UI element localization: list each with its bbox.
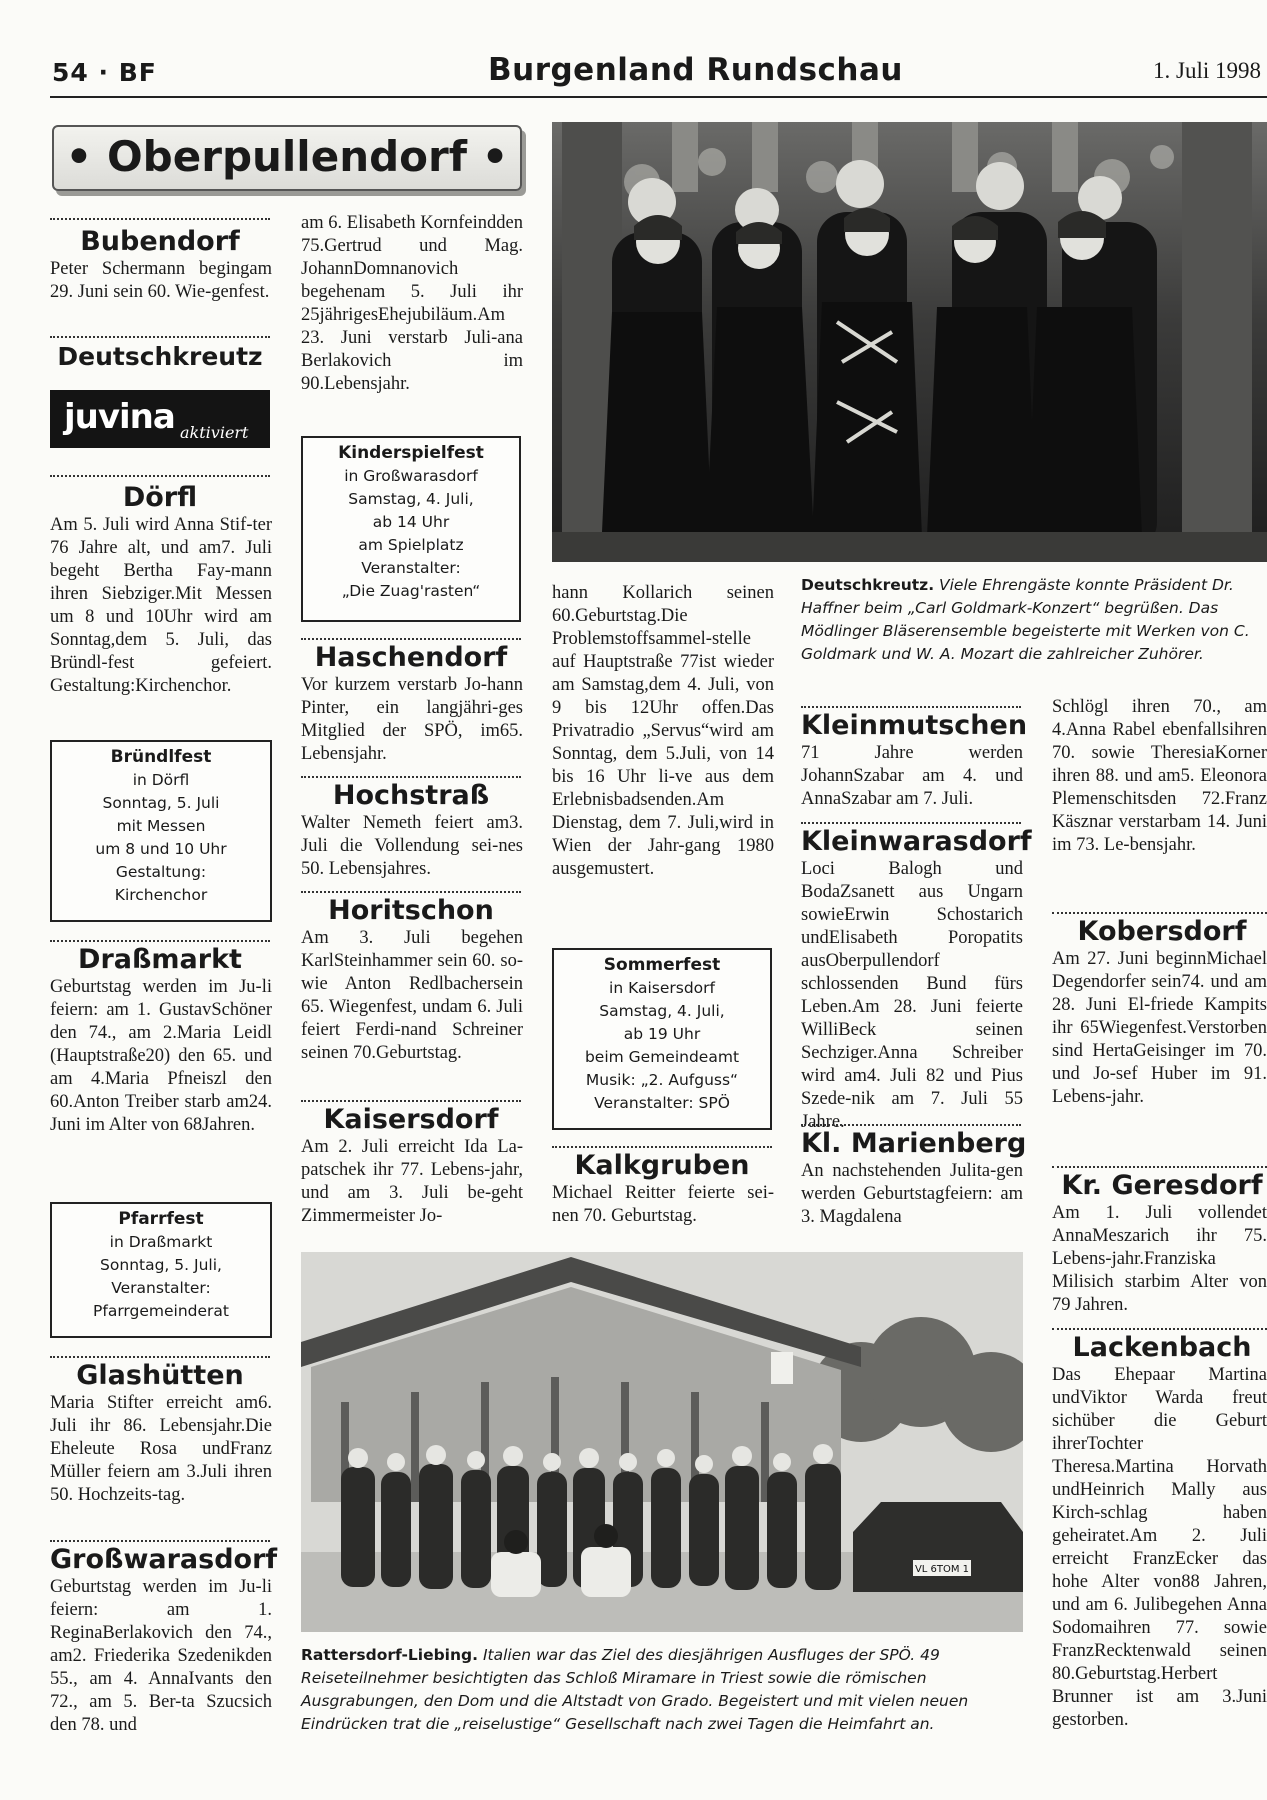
divider [301,776,521,778]
text-kalkgruben: Michael Reitter feierte sei-nen 70. Geburtstag. [552,1183,774,1226]
heading-drassmarkt: Draßmarkt [78,944,242,975]
heading-kr-geresdorf: Kr. Geresdorf [1061,1170,1263,1201]
heading-kl-marienberg: Kl. Marienberg [801,1128,1027,1159]
divider [50,475,270,477]
text-horitschon: Am 3. Juli begehen KarlSteinhammer sein 60. so-wie Anton Redlbachersein 65. Wiegenfest, undam 6. Juli feiert Ferdi-nand Schreiner seinen 70.Geburtstag. [301,928,523,1063]
svg-text:juvina: juvina [64,397,175,437]
text-kaisersdorf-cont: hann Kollarich seinen 60.Geburtstag.Die Problemstoffsammel-stelle auf Hauptstraße 77ist wieder am Samstag,dem 4. Juli, von 9 bis 12Uhr offen.Das Privatradio „Servus“wird am Sonntag, dem 5.Juli, von 14 bis 16 Uhr li-ve aus dem Erlebnisbadsenden.Am Dienstag, dem 7. Juli,wird in Wien der Jahr-gang 1980 ausgemustert. [552,583,774,879]
text-glashuetten: Maria Stifter erreicht am6. Juli ihr 86. Lebensjahr.Die Eheleute Rosa undFranz Müller feiern am 3.Juli ihren 50. Hochzeits-tag. [50,1393,272,1505]
text-lackenbach: Das Ehepaar Martina undViktor Warda freut sichüber die Geburt ihrerTochter Theresa.Martina Horvath undHeinrich Mally aus Kirch-schlag haben geheiratet.Am 2. Juli erreicht FranzEcker das hohe Alter von88 Jahren, und am 6. Julibegehen Anna Sodomaihren 77. sowie FranzRecktenwald seinen 80.Geburtstag.Herbert Brunner ist am 3.Juni gestorben. [1052,1365,1267,1730]
divider [801,822,1021,824]
text-kaisersdorf: Am 2. Juli erreicht Ida La-patschek ihr 77. Lebens-jahr, und am 3. Juli be-geht Zimmermeister Jo- [301,1137,523,1226]
text-kr-geresdorf: Am 1. Juli vollendet AnnaMeszarich ihr 75. Lebens-jahr.Franziska Milisich starbim Alter von 79 Jahren. [1052,1203,1267,1315]
text-kleinwarasdorf: Loci Balogh und BodaZsanett aus Ungarn sowieErwin Schostarich undElisabeth Poropatits ausOberpullendorf schlossenden Bund fürs Leben.Am 28. Juni feierte WilliBeck seinen Sechziger.Anna Schreiber wird am4. Juli 82 und Pius Szede-nik am 7. Juli 55 Jahre. [801,859,1023,1132]
header-rule [50,96,1267,98]
heading-glashuetten: Glashütten [76,1360,244,1391]
text-kobersdorf: Am 27. Juni beginnMichael Degendorfer sein74. und am 28. Juni El-friede Kampits ihr 65Wiegenfest.Verstorben sind HertaGeisinger im 70. und Jo-sef Huber im 91. Lebens-jahr. [1052,949,1267,1107]
divider [1052,1166,1267,1168]
section-banner: • Oberpullendorf • [52,125,522,191]
divider [301,1100,521,1102]
heading-horitschon: Horitschon [328,895,494,926]
heading-haschendorf: Haschendorf [314,642,508,673]
event-box-title: Kinderspielfest [338,443,484,463]
text-bubendorf: Peter Schermann begingam 29. Juni sein 60. Wie-genfest. [50,259,272,302]
heading-doerfl: Dörfl [122,482,198,513]
license-plate: VL 6TOM 1 [914,1564,970,1575]
divider [1052,912,1267,914]
juvina-logo-graphic [50,390,270,448]
group-photo-caption [301,1644,1023,1736]
text-grosswarasdorf: Geburtstag werden im Ju-li feiern: am 1. ReginaBerlakovich den 74., am2. Friederika Szedenikden 55., am 4. AnnaIvants den 72., am 5. Ber-ta Szucsich den 78. und [50,1577,272,1735]
event-box-body: in Kaisersdorf Samstag, 4. Juli, ab 19 Uhr beim Gemeindeamt Musik: „2. Aufguss“ Veranstalter: SPÖ [584,979,740,1112]
heading-kaisersdorf: Kaisersdorf [323,1104,499,1135]
juvina-logo [50,390,270,448]
caption-text: Italien war das Ziel des diesjährigen Ausfluges der SPÖ. 49 Reiseteilnehmer besichtigten das Schloß Miramare in Triest sowie die römischen Ausgrabungen, den Dom und die Altstadt von Grado. Begeistert und mit vielen neuen Eindrücken trat die „reiselustige“ Gesellschaft nach zwei Tagen die Heimfahrt an. [301,1646,969,1733]
svg-text:aktiviert: aktiviert [180,423,249,442]
event-box-pfarrfest [50,1202,272,1338]
choir-photo-image [552,122,1267,562]
issue-date: 1. Juli 1998 [1153,58,1261,83]
heading-kobersdorf: Kobersdorf [1077,916,1247,947]
choir-photo [552,122,1267,562]
heading-kalkgruben: Kalkgruben [574,1150,750,1181]
heading-hochstrass: Hochstraß [332,780,490,811]
text-hochstrass: Walter Nemeth feiert am3. Juli die Vollendung sei-nes 50. Lebensjahres. [301,813,523,879]
divider [50,1540,270,1542]
divider [50,1356,270,1358]
choir-photo-caption [801,574,1267,666]
heading-lackenbach: Lackenbach [1072,1332,1252,1363]
divider [50,336,270,338]
group-photo [301,1252,1023,1632]
event-box-body: in Draßmarkt Sonntag, 5. Juli, Veranstalter: Pfarrgemeinderat [93,1233,229,1320]
heading-kleinmutschen: Kleinmutschen [801,710,1028,741]
caption-text: Viele Ehrengäste konnte Präsident Dr. Haffner beim „Carl Goldmark-Konzert“ begrüßen. Das Mödlinger Bläserensemble begeisterte mit Werken von C. Goldmark und W. A. Mozart die zahlreicher Zuhörer. [801,576,1250,663]
text-kl-marienberg-cont: Schlögl ihren 70., am 4.Anna Rabel ebenfallsihren 70. sowie TheresiaKorner ihren 88. und am5. Eleonora Plemenschitsden 72.Franz Käsznar verstarbam 14. Juni im 73. Le-bensjahr. [1052,697,1267,855]
divider [50,218,270,220]
heading-deutschkreutz: Deutschkreutz [57,342,263,371]
divider [50,940,270,942]
heading-bubendorf: Bubendorf [80,226,240,257]
event-box-bruendlfest [50,740,272,922]
divider [1052,1328,1267,1330]
caption-lead: Rattersdorf-Liebing. [301,1646,479,1664]
event-box-title: Pfarrfest [118,1209,204,1229]
text-grosswarasdorf-cont: am 6. Elisabeth Kornfeindden 75.Gertrud und Mag. JohannDomnanovich begehenam 5. Juli ihr 25jährigesEhejubiläum.Am 23. Juni verstarb Juli-ana Berlakovich im 90.Lebensjahr. [301,213,523,394]
event-box-title: Bründlfest [110,747,212,767]
divider [801,706,1021,708]
text-doerfl: Am 5. Juli wird Anna Stif-ter 76 Jahre alt, und am7. Juli begeht Bertha Fay-mann ihren Siebziger.Mit Messen um 8 und 10Uhr wird am Sonntag,dem 5. Juli, das Bründl-fest gefeiert. Gestaltung:Kirchenchor. [50,515,272,696]
caption-lead: Deutschkreutz. [801,576,935,594]
divider [552,1146,772,1148]
heading-kleinwarasdorf: Kleinwarasdorf [801,826,1032,857]
divider [801,1124,1021,1126]
page-number: 54 · BF [52,58,157,87]
event-box-sommerfest [552,948,772,1130]
text-kleinmutschen: 71 Jahre werden JohannSzabar am 4. und AnnaSzabar am 7. Juli. [801,743,1023,809]
text-kl-marienberg: An nachstehenden Julita-gen werden Geburtstagfeiern: am 3. Magdalena [801,1161,1023,1227]
divider [301,638,521,640]
event-box-title: Sommerfest [603,955,721,975]
event-box-body: in Großwarasdorf Samstag, 4. Juli, ab 14 Uhr am Spielplatz Veranstalter: „Die Zuag'rasten“ [341,467,481,600]
group-photo-image [301,1252,1023,1632]
heading-grosswarasdorf: Großwarasdorf [50,1544,278,1575]
newspaper-title: Burgenland Rundschau [488,52,903,88]
text-drassmarkt: Geburtstag werden im Ju-li feiern: am 1. GustavSchöner den 74., am 2.Maria Leidl (Hauptstraße20) den 65. und am 4.Maria Pfneiszl den 60.Anton Treiber starb am24. Juni im Alter von 68Jahren. [50,977,272,1135]
divider [301,891,521,893]
event-box-kinderspielfest [301,436,521,622]
event-box-body: in Dörfl Sonntag, 5. Juli mit Messen um 8 und 10 Uhr Gestaltung: Kirchenchor [95,771,227,904]
text-haschendorf: Vor kurzem verstarb Jo-hann Pinter, ein langjähri-ges Mitglied der SPÖ, im65. Lebensjahr. [301,675,523,764]
